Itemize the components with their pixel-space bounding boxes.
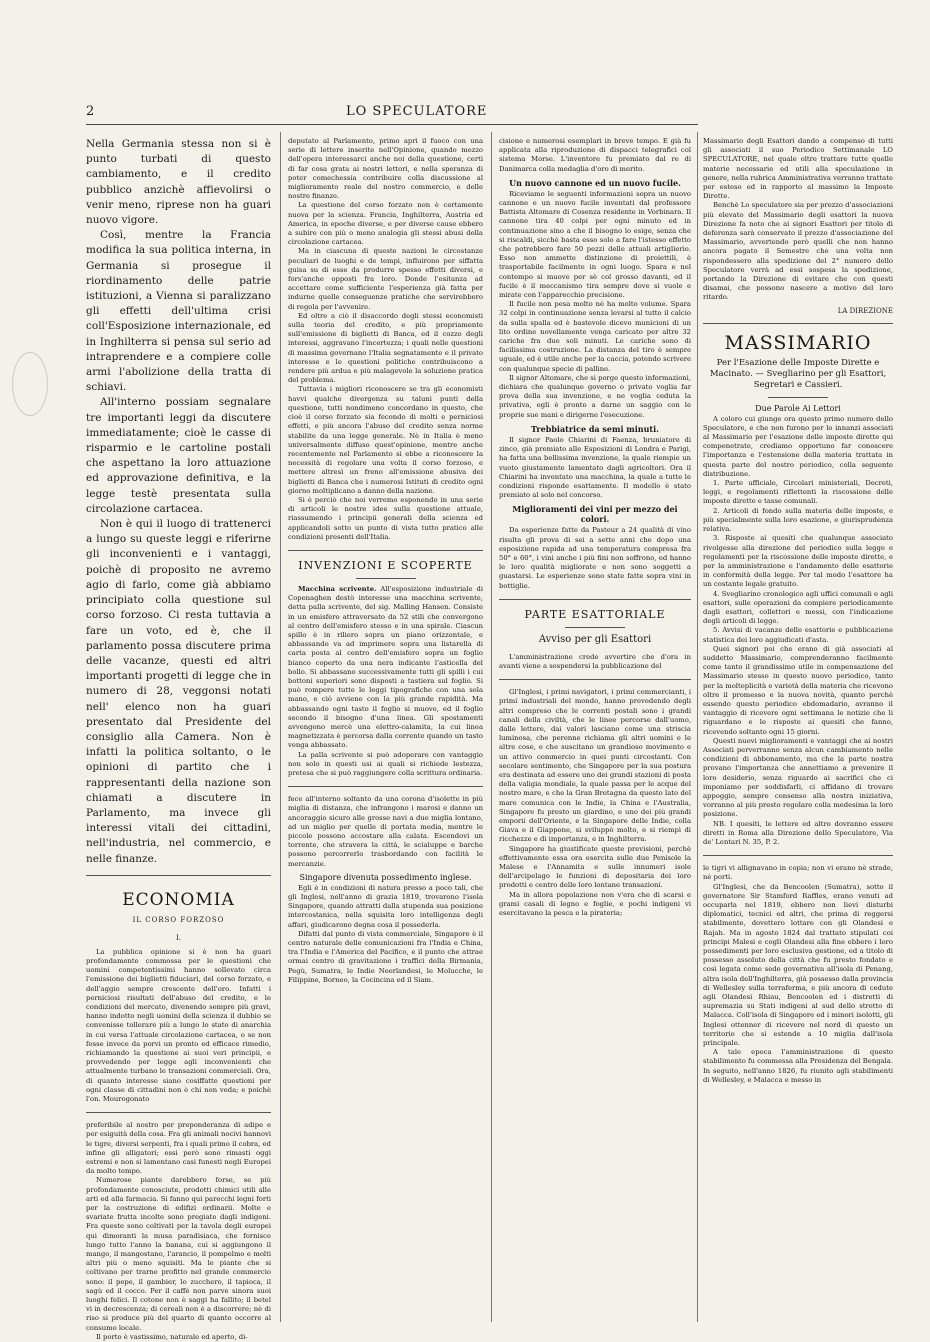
paragraph: 5. Avvisi di vacanze delle esattorie e pubblicazione statistica dei loro aggiudicati d'asta. [703,626,893,644]
header-rule [86,124,698,125]
paragraph: Ma in allora popolazione non v'era che di scarsi e grami casali di legno e foglie, e pochi indigeni vi esercitavano la pesca e la pirateria; [499,890,691,918]
paragraph: 3. Risposte ai quesiti che qualunque associato rivolgesse alla direzione del periodico sulla legge e regolamenti per la riscossione delle imposte dirette, e per la amministrazione e l'andamento delle esattorie in conformità della legge. Per tal modo l'esattore ha un costante legale gratuito. [703,534,893,589]
article [288,585,483,751]
column-2 [288,137,483,1320]
subheading: Singapore divenuta possedimento inglese. [299,872,472,882]
paragraph: Numerose piante darebbero forse, se più profondamente conosciute, prodotti chimici utili alle arti ed alla farmacia. Si fanno qui parecchi legni forti per la costruzione di edifizi ordinarii. Molte e svariate frutta incolte sono pregiate dagli indigeni. Fra queste sono coltivati per la tavola degli europei qui dimoranti la musa paradisiaca, che fornisce lungo tutto l'anno la banana, cui si aggiungono il mango, il mangostano, l'arancio, il pompelmo e molti altri più o meno squisiti. Ma le piante che si coltivano per trarne profitto nel grande commercio sono: il pepe, il gambier, lo zucchero, il tapioca, il sagù ed il cocco. Per il caffè non parve sinora suoi luoghi felici. Il cotone non è saggi ha fallito; il betel vi in decrescenza; di cereali non è a discorrere; nè di riso si produce più del quarto di quanto occorre al consumo locale. [86,1176,271,1332]
column-divider [491,132,492,1322]
divider [499,599,691,600]
paragraph: A coloro cui giunge ora questo primo numero dello Speculatore, e che non furono per lo innanzi associati al Massimario per l'esazione delle imposte dirette qui compenetrate, crediamo opportuno far conoscere l'importanza e l'estensione della materia trattata in questa parte del nostro periodico, colla seguente distribuzione. [703,414,893,478]
divider [356,578,416,579]
column-4 [703,137,893,1320]
divider [86,1112,271,1113]
column-divider [697,132,698,1322]
paragraph: All'interno possiam segnalare tre importanti leggi da discutere immediatamente; cioè le casse di risparmio e le cartoline postali che aspettano la loro attuazione ed approvazione definitiva, e la legge testè presentata sulla circolazione cartacea. [86,396,271,515]
paragraph: Non è qui il luogo di trattenerci a lungo su queste leggi e riferirne gli inconvenienti e i vantaggi, poichè di proposito ne avremo agio di farlo, come già abbiamo principiato colla questione sul corso forzoso. Ci resta tuttavia a fare un voto, ed è, che il parlamento possa discutere prima delle vacanze, questi ed altri importanti progetti di legge che in numero di 28, veggonsi notati nell' elenco non ha guari presentato dal Presidente del consiglio alla Camera. Non è infatti la politica soltanto, o le opinioni di partito che i rappresentanti della nazione son chiamati a discutere in Parlamento, ma invece gli interessi vitali dei cittadini, nell'industria, nel commercio, e nelle finanze. [86,518,271,865]
divider [288,550,483,551]
article-text: Il signor Altomare, che si porge questo informazioni, dichiara che qualunque governo o privato voglia far prova della sua invenzione, e ne voglia ceduta la privativa, egli è pronto a darne un saggio con le proprie sue mani e dirigerne l'esecuzione. [499,373,692,419]
paragraph: La pubblica opinione si è non ha guari profondamente commossa per le questioni che uomini competentissimi hanno sollevato circa l'emissione dei biglietti fiduciari, del corso forzato, e dell'aggio sempre crescente dell'oro. Infatti i perniciosi risultati dell'abuso del credito, e le condizioni del mercato, divenendo sempre più gravi, hanno indotto negli uomini della scienza il dubbio se convenisse tollerare più a lungo lo stato di anarchia in cui versa l'attuale circolazione cartacea, o se non fosse invece da porvi un pronto ed efficace rimedio, richiamando la questione ai suoi veri principii, e provvedendo per legge agli inconvenienti che attualmente turbano le transazioni commerciali. Ora, di quanto interesse siano cosiffatte questioni per ogni classe di cittadini non è chi non veda; e poichè l'on. Mourogonato [86,947,271,1103]
section-subtitle: IL CORSO FORZOSO [132,915,225,924]
divider [565,627,625,628]
article-text: Il fucile non pesa molto nè ha molto volume. Spara 32 colpi in continuazione senza levarsi al tutto il calcio da sulla spalla ed è bastevole dicevo municioni di un lito ordine novellamente venga caricato per altre 32 cariche fra due soli minuti. Le cariche sono di facilissima costruzione. La distanza del tiro è sempre uguale, ed è utile anche per la caccia, potendo scrivere con qualunque specie di palline. [499,300,691,373]
divider [703,323,893,324]
paragraph: Nella Germania stessa non si è punto turbati di questo cambiamento, e il credito pubblico anzichè affievolirsi o venir meno, riprese non ha guari nuovo vigore. [86,138,271,227]
article-text: La palla scrivente si può adoperare con vantaggio non solo in questi usi ai quali si richiede lestezza, pretesa che si può raggiungere colla scrittura ordinaria. [288,750,483,777]
article-title: Macchina scrivente. [298,584,377,593]
paragraph: La questione del corso forzato non è certamente nuova per la scienza. Francia, Inghilterra, Austria ed America, in epoche diverse, e per diverse cause ebbero a subire con più o meno analogia gli stessi abusi della circolazione cartacea. [288,201,483,247]
section-title-esattoriale: PARTE ESATTORIALE [524,607,666,621]
paragraph: Quei signori poi che erano di già associati al suddetto Massimario, comprenderanno facilmente come tanto il grandissimo utile in compensazione del Massimario stesso in questo nuovo periodico, tanto per la molteplicità e varietà della materia che ricevono oltre il promesso e la nuova novità, quanto perchè essendo questo periodico ebdomadario, avranno il vantaggio di ricevere ogni settimana le notizie che li riguardano e le risposte ai quesiti che fanno, ricevendo soltanto ogni 15 giorni. [703,644,893,736]
paragraph: fece all'interno soltanto da una corona d'isolette in più miglia di distanza, che infrangono i marosi e danno un ancoraggio sicuro alle grosse navi a due miglia lontano, ad un miglio per quelle di portata media, mentre le piccole possono accostare alla calata. Escendovi un torrente, che stravera la città, le scialuppe e barche possono percorrerlo trasbordando con facilità le mercanzie. [288,795,483,868]
divider [703,855,893,856]
divider [768,397,828,398]
paragraph: deputato al Parlamento, primo aprì il fuoco con una serie di lettere inserite nell'Opinione, quando mezzo dell'opera interessarci anche noi della questione, certi di far cosa grata ai nostri lettori, e nella speranza di poter comechessia contribuire colla discussione al miglioramento reale del nostro commercio, e delle nostre finanze. [288,137,483,201]
article [288,751,483,779]
paragraph: Singapore ha giustificate queste previsioni, perchè effettivamente essa ora esercita sulle due Penisole la Malese e l'Annamita e sulle innumeri isole dell'arcipelago le funzioni di depositaria dei loro prodotti e centro delle loro lontane transazioni. [499,844,691,890]
section-subtitle: Per l'Esazione delle Imposte Dirette e Macinato. — Svegliarino per gli Esattori, Segretari e Cassieri. [709,357,887,390]
article-text: All'esposizione industriale di Copenaghen destò interesse una macchina scrivente, detta palla scrivente, del sig. Malling Hansen. Consiste in un emisfero attraversato da 52 stili che convergono al centro dell'emisfero stesso e in una spirale. Ciascun spillo è in riliero sopra un piano orizzontale, e abbassando va ad imprimere sopra una listarella di carta posta al centro dell'emisfero sopra un foglio bianco coperto da una nera indicante l'asticella del bollo. Si abbassano successivamente tutti gli spilli i cui bottoni superiori sono disposti a tastiera sul foglio. Si può rompere tutte le leggi tipografiche con una sola mano, e ciò avviene con la più grande rapidità. Ma abbassando ogni tasto il foglio si muove, ed il foglio secondo il bisogno d'una linea. Gli spostamenti avvengono mercè una elettro-calamita, la cui linea magnetizzata è percorsa dalla corrente quando un tasto venga abbassato. [288,584,483,750]
paragraph: 4. Svegliarino cronologico agli uffici comunali e agli esattori, sulle operazioni da compiere periodicamente dagli esattori, collettori e messi, con l'indicazione degli articoli di legge. [703,589,893,626]
subheading: Due Parole Ai Lettori [755,403,841,413]
divider [288,786,483,787]
paragraph: cisione e numerosi esemplari in breve tempo. E già fu applicata alla riproduzione di dispacci telegrafici col sistema Morse. L'inventore fu premiato dal re di Danimarca colla medaglia d'oro di merito. [499,137,691,173]
article-title: Trebbiatrice da semi minuti. [531,423,659,434]
paragraph: Difatti dal punto di vista commerciale, Singapore è il centro naturale delle comunicazioni fra l'India e China, tra l'India e l'America del Pacifico, e il punto che attrae ormai centro di gravitazione i traffici della Birmania, Pegù, Sumatra, le Indie Neerlandesi, le Molucche, le Filippine, Borneo, la Cocincina ed il Siam. [288,929,483,984]
chapter-number: I. [176,933,181,942]
paragraph: Tuttavia i migliori riconoscere se tra gli economisti havvi qualche divergenza su taluni punti della questione, tutti nondimeno concordano in questo, che cioè il corso forzato sia fecondo di molti e perniciosi effetti, e più ancora l'abuso del credito senza norme stabilite da una legge generale. Nè in Italia è meno universalmente diffuso quest'opinione, mentre anche recentemente nel Parlamento si ebbe a riconoscere la necessità di regolare una volta il corso forzoso, e mettere altresì un freno all'emissione abusiva dei biglietti di Banca che i numerosi Istituti di credito ogni giorno moltiplicano a danno della nazione. [288,385,483,495]
article-title: Un nuovo cannone ed un nuovo fucile. [509,177,681,188]
article-text: Il signor Paolo Chiarini di Faenza, bruniatore di zinco, già premiato alle Esposizioni di Londra e Parigi, ha fatta una bellissima invenzione, la quale riempie un vuoto giustamente lamentato dagli agricoltori. Ora il Chiarini ha inventato una macchina, la quale a tutte le condizioni risponde esattamente. Il modello è stato premiato al solo nel concorso. [499,435,691,500]
paragraph: Il porto è vastissimo, naturale ed aperto, di- [96,1332,248,1341]
article-title: Miglioramenti dei vini per mezzo dei colori. [512,504,678,525]
paragraph: Gl'Inglesi, i primi navigatori, i primi commercianti, i primi industriali del mondo, hanno prevedendo degli altri compreso che le correnti postali sono i grandi canali della civiltà, che le linee percorse dall'uomo, dalle lettere, dai valori lasciano come una striscia luminosa, che perenne richiama gli altri uomini e le altre cose, e che suscitano un grandioso movimento e un attivo commercio in quei punti circostanti. Con secolare sentimento, che Singapore per la sua postura era destinata ad essere uno dei grandi stazioni di posta della valigia mondiale, la quale passa per le acque del nostro mare, e che la Gran Bretagna da questo lato del mare comunica con le Indie, la China e l'Australia, Singapore fu presto un giardino, e uno dei più grandi emporii dell'Oriente, e la Singapore delle Indie, colla Giava e il Giappone, si sviluppò molto, e si riempì di ricchezze e di importanza, e in Inghilterra. [499,688,691,844]
paragraph: Gl'Inglesi, che da Bencoolen (Sumatra), sotto il governatore Sir Stamford Raffles, erano venuti ad occuparla nel 1819, ebbero non lievi disturbi diplomatici, tecnici ed altri, che prima di reggersi stabilmente, dovettero lottare con gli Olandesi e Rajah. Ma in agosto 1824 dal trattato stipulati coi principi Malesi e cogli Olandesi alla fine ebbero i loro possedimenti per loro esclusiva gestione, ed a titolo di possesso assoluto della città che fu presto fondato e così legata come sede governativa all'isola di Penang, altra isola dell'Inghilterra, già possesso dalla provincia di Wellesley sulla terraferma, e più ancora di cedute agli Olandesi Rhiau, Bencoolen ed i distretti di supremazia su Stati indigeni al sud dello stretto di Malacca. Coll'isola di Singapore ed i minori isolotti, gli Inglesi ottenner di ricevere nel nord di questo un territorio che si estende a 10 miglia dall'isola principale. [703,882,893,1048]
paragraph: Questi nuovi miglioramenti e vantaggi che ai nostri Associati perverranno senza alcun cambiamento nelle condizioni di abbonamento, ma che la parte nostra provano l'importanza che annettiamo a prevenire il loro desiderio, senza riguardo ai sacrifici che ci imponiamo per soddisfarli, ci affidano di trovare appoggio, sempre consenso alla nostra iniziativa, vorranno al più presto regolare colla medesima la loro posizione. [703,736,893,819]
paragraph: NB. I quesiti, le lettere ed altro dovranno essere diretti in Roma alla Direzione dello Speculatore, Via de' Lentari N. 35, P. 2. [703,819,893,846]
page-number: 2 [86,104,95,119]
section-title-economia: ECONOMIA [122,889,235,910]
paragraph: Benchè Lo speculatore sia per prezzo d'associazioni più elevato del Massimario degli esattori la nuova Direzione fa noto che ai signori Esattori per titolo di deferenza sarà conservato il prezzo d'associazione del Massimario, avvertendo però quelli che non hanno ancora pagato il Semestre che una volta non rispondessero alla spedizione del 2° numero dello Speculatore verrà ad essi sospesa la spedizione, portando la Direzione di evitare che con questi disamai, che possono nascere a motivo del loro ritardo. [703,201,893,302]
section-subtitle: Avviso per gli Esattori [538,633,652,645]
library-stamp [12,352,48,416]
paragraph: preferibile al nostro per preponderanza di adipe e per esiguità della cosa. Fra gli animali nocivi hannovi le tigre, diversi serpenti, fra i quali primo il cobra, ed infine gli alligatori; essi però sono rimasti oggi estremi e non si lamentano casi funesti negli Europei da molto tempo. [86,1121,271,1176]
section-title-massimario: MASSIMARIO [724,331,872,354]
divider [499,679,691,680]
column-1 [86,137,271,1341]
paragraph: Ed oltre a ciò il disaccordo degli stessi economisti sulla teoria del credito, e più propriamente sull'emissione di biglietti di Banca, ed il cozzo degli interessi, aggravano l'incertezza; i quali nelle questioni di massima governano l'Italia segnatamente e il privato interesse e le questioni politiche contribuiscono a rendere più ardua e più malagevole la soluzione pratica del problema. [288,311,483,385]
paragraph: Si è perciò che noi verremo esponendo in una serie di articoli le nostre idee sulla questione attuale, riassumendo i principii generali della scienza ed applicandoli sotto un punto di vista tutto pratico alle condizioni presenti dell'Italia. [288,495,483,541]
column-divider [280,132,281,1322]
section-title-invenzioni: INVENZIONI E SCOPERTE [298,558,473,572]
page-header [86,104,706,122]
article-text: Da esperienze fatte da Pasteur a 24 qualità di vino risulta gli prova di sei a sette anni che dopo una esposizione rapida ad una temperatura compresa fra 50° e 60°, i vini anche i più fini non soffrono, ed hanno le loro qualità migliorate e non sono soggetti a guastarsi. Le esperienze sono state fatte sopra vini in bottiglie. [499,526,691,590]
divider [86,875,271,876]
journal-title: LO SPECULATORE [346,104,488,119]
paragraph: Egli è in condizioni di natura presso a poco tali, che gli Inglesi, nell'anno di grazia 1819, trovarono l'isola Singapore, quando attratti dalla stupenda sua posizione intercostanica, nella squisita loro intelligenza degli affari, giudicarono degna cosa il possederla. [288,883,483,929]
signature: LA DIREZIONE [837,306,893,315]
paragraph: le tigri vi allignavano in copia; non vi erano nè strade, nè porti. [703,864,893,882]
paragraph: A tale epoca l'amministrazione di questo stabilimento fu commessa alla Presidenza del Bengala. In seguito, nell'anno 1826, fu riunito agli stabilimenti di Wellesley, e Malacca e messo in [703,1048,893,1084]
paragraph: 1. Parte ufficiale, Circolari ministeriali, Decreti, leggi, e regolamenti riflettenti la riscossione delle imposte dirette e tasse comunali. [703,479,893,506]
paragraph: 2. Articoli di fondo sulla materia delle imposte, e più specialmente sulla loro esazione, e giurisprudenza relativa. [703,506,893,534]
article-text: Riceviamo le seguenti informazioni sopra un nuovo cannone e un nuovo fucile inventati dal professore Battista Altomare di Cosenza residente in Vorbinara. Il cannone tira 40 colpi per ogni minuto ed in continuazione sino a che il bisogno lo esige, senza che si riscaldi, sicchè basta esso solo a fare l'istesso effetto che potrebbero fare 50 pezzi delle attuali artiglierie. Esso non ammette distinzione di proiettili, è trasportabile facilmente in ogni luogo. Spara e nel contempo si muove per sè col grosso davanti, ed il fucile è il meccanismo tira sempre dove si vuole e mirate con l'apparecchio precisione. [499,189,691,300]
paragraph: Massimario degli Esattori dando a compenso di tutti gli associati il suo Periodico Settimanale LO SPECULATORE, nel quale oltre trattare tutte quelle materie necessarie ed utili alla speculazione in genere, nella rubrica Amministrativa verranno trattate per esteso ed in rapporto al massimo la Imposte Dirette. [703,137,893,201]
paragraph: L'amministrazione crede avvertire che d'ora in avanti viene a sospendersi la pubblicazione del [499,652,691,670]
paragraph: Ma in ciascuna di queste nazioni le circostanze peculiari de luoghi e de tempi, influirono per siffatta guisa su di esse da produrre spesso effetti diversi, e fors'anche opposti fra loro. Donde l'esitanza ad accettare come sufficiente l'esperienza già fatta per indurne quelle conseguenze pratiche che servirebbero di regola per l'avvenire. [288,247,483,311]
column-3 [499,137,691,1320]
paragraph: Così, mentre la Francia modifica la sua politica interna, in Germania si prosegue il riordinamento delle patrie istituzioni, a Vienna si paralizzano gli effetti dell'ultima crisi coll'Esposizione internazionale, ed in Inghilterra si pensa sul serio ad intraprendere e a compiere colle armi l'abolizione della tratta di schiavi. [86,229,271,394]
